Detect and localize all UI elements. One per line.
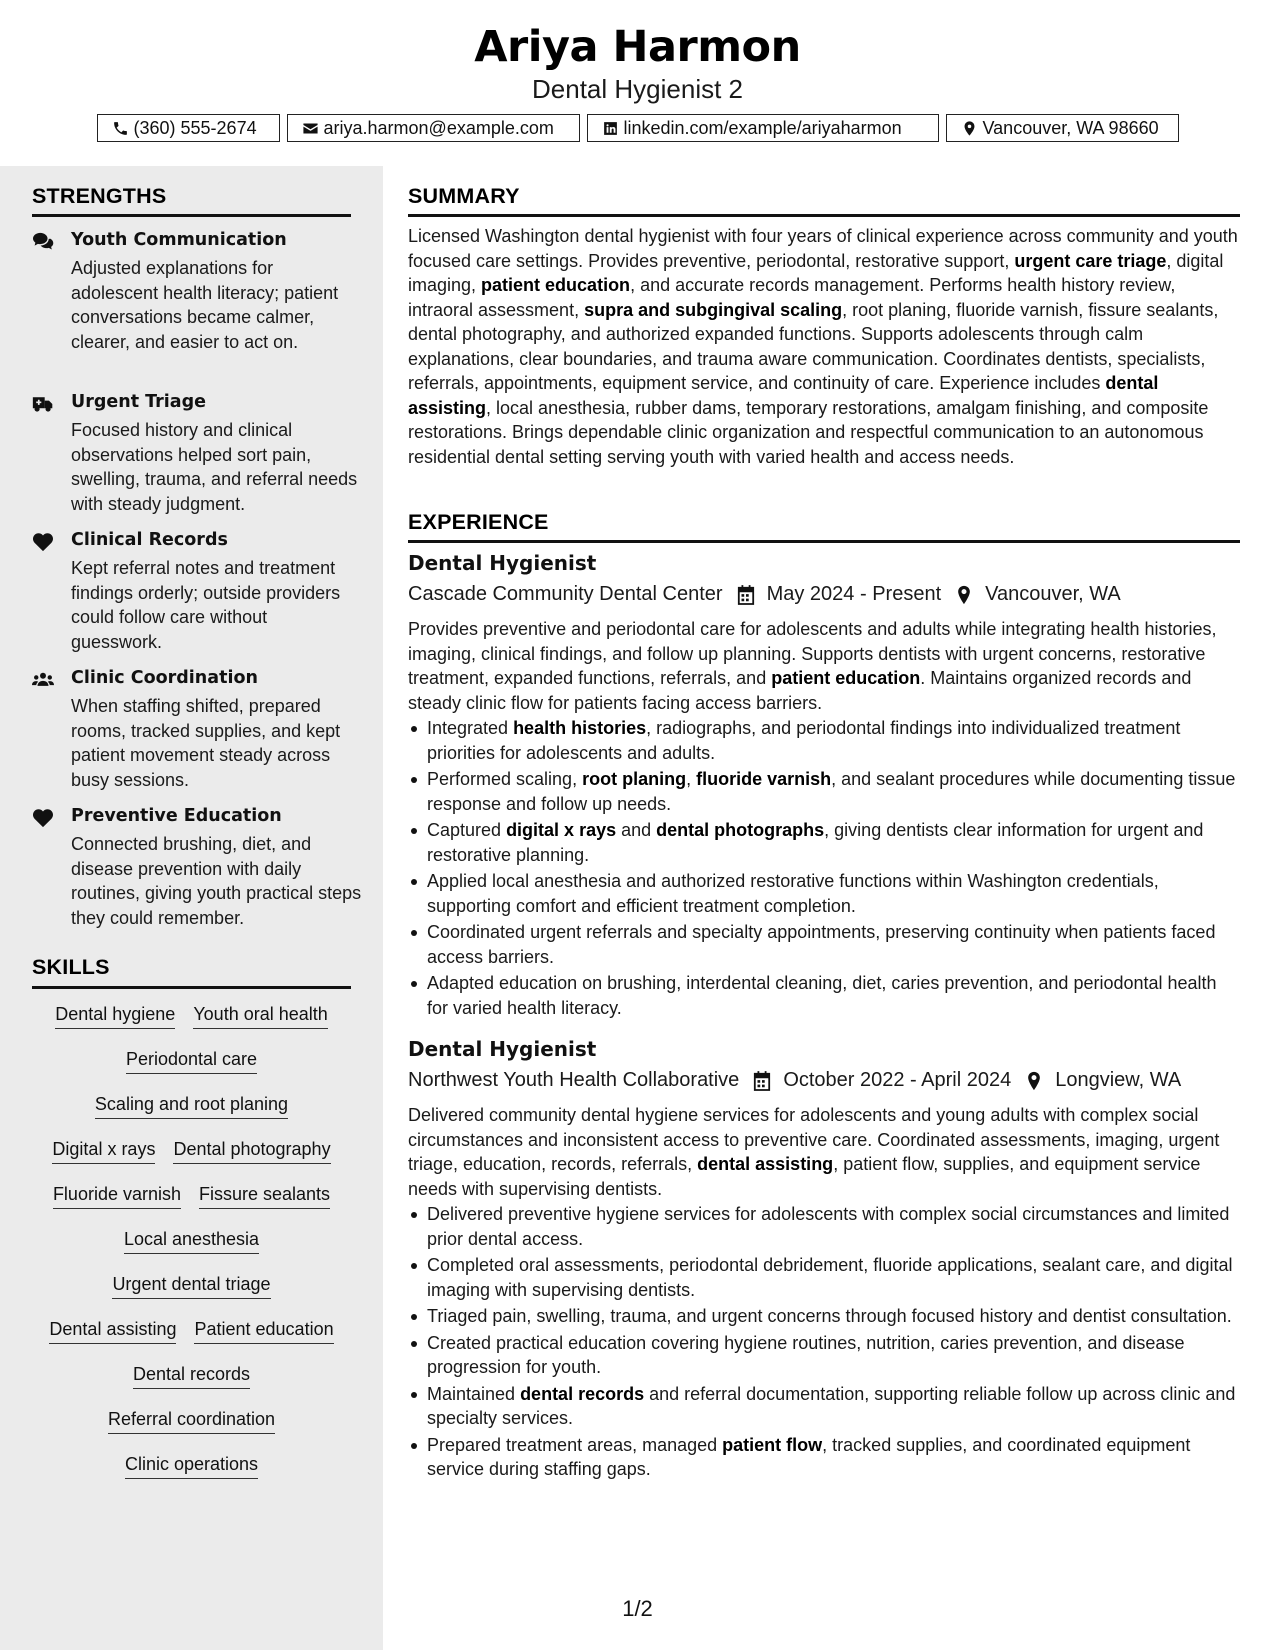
skill-tag: Dental assisting — [49, 1319, 176, 1344]
text-run: , tracked supplies, and coordinated equipment service during staffing gaps. — [427, 1434, 1191, 1479]
bullet-item — [408, 920, 1240, 969]
emphasis-text: dental records — [520, 1383, 645, 1404]
strengths-heading: STRENGTHS — [32, 184, 167, 208]
skill-tag: Urgent dental triage — [112, 1274, 270, 1299]
sidebar — [0, 166, 383, 1650]
text-run: Adapted education on brushing, interdental cleaning, diet, caries prevention, and periodontal health for varied health literacy. — [427, 973, 1217, 1018]
linkedin-text: linkedin.com/example/ariyaharmon — [623, 117, 902, 138]
location-text: Vancouver, WA 98660 — [982, 117, 1159, 138]
linkedin-contact[interactable] — [587, 114, 939, 142]
text-run: , local anesthesia, rubber dams, temporary restorations, amalgam finishing, and composite restorations. Brings dependable clinic organization and respectful communication to an autonomous residential dental setting serving youth with varied health and access needs. — [408, 397, 1209, 467]
text-run: Triaged pain, swelling, trauma, and urgent concerns through focused history and dentist consultation. — [427, 1306, 1232, 1326]
phone-contact[interactable] — [97, 114, 280, 142]
emphasis-text: patient education — [481, 275, 631, 295]
users-icon — [32, 670, 56, 690]
text-run: , and accurate records management. Performs health history review, intraoral assessment, — [408, 275, 1176, 320]
job-meta — [408, 1069, 1181, 1092]
job-dates: May 2024 - Present — [766, 583, 942, 605]
emphasis-text: fluoride varnish — [696, 769, 832, 789]
email-text: ariya.harmon@example.com — [323, 117, 554, 138]
job-location: Vancouver, WA — [985, 583, 1121, 605]
skills-row — [32, 1139, 351, 1164]
text-run: Provides preventive and periodontal care for adolescents and adults while integrating health histories, imaging, clinical findings, and follow up planning. Supports dentists with urgent concerns, restorative treatment, expanded functions, referrals, and — [408, 619, 1217, 688]
employer-name: Cascade Community Dental Center — [408, 583, 723, 605]
skills-row — [32, 1409, 351, 1434]
skills-row — [32, 1184, 351, 1209]
experience-divider — [408, 540, 1240, 543]
text-run: Delivered preventive hygiene services for adolescents with complex social circumstances and limited prior dental access. — [427, 1204, 1230, 1249]
strength-text: When staffing shifted, prepared rooms, tracked supplies, and kept patient movement steady across busy sessions. — [71, 696, 341, 790]
emphasis-text: urgent care triage — [1014, 250, 1167, 271]
skill-tag: Scaling and root planing — [95, 1094, 288, 1119]
experience-heading: EXPERIENCE — [408, 510, 549, 534]
skill-tag: Fluoride varnish — [53, 1184, 181, 1209]
bullet-item — [408, 971, 1240, 1020]
strength-title: Preventive Education — [71, 806, 282, 826]
skills-row — [32, 1364, 351, 1389]
phone-icon — [112, 120, 129, 137]
skills-heading: SKILLS — [32, 955, 110, 979]
comments-icon — [32, 232, 56, 252]
job-title: Dental Hygienist 2 — [532, 74, 743, 104]
strength-title: Clinic Coordination — [71, 668, 258, 688]
strength-text: Adjusted explanations for adolescent health literacy; patient conversations became calmer, clearer, and easier to act on. — [71, 258, 339, 352]
emphasis-text: patient flow — [722, 1434, 823, 1455]
email-contact[interactable] — [287, 114, 580, 142]
job-title: Dental Hygienist — [408, 551, 597, 575]
calendar-icon — [753, 1071, 771, 1091]
text-run: Licensed Washington dental hygienist with four years of clinical experience across community and youth focused care settings. Provides preventive, periodontal, restorative support, — [408, 226, 1238, 271]
text-run: , digital imaging, — [408, 250, 1224, 295]
skill-tag: Digital x rays — [52, 1139, 155, 1164]
bullet-item — [408, 1331, 1240, 1380]
text-run: , root planing, fluoride varnish, fissure sealants, dental photography, and authorized expanded functions. Supports adolescents through calm explanations, clear boundaries, and trauma aware communication. Coordinates dentists, specialists, referrals, appointments, equipment service, and continuity of care. Experience includes — [408, 299, 1219, 393]
skill-tag: Dental photography — [173, 1139, 330, 1164]
emphasis-text: root planing — [582, 769, 687, 789]
strength-text: Focused history and clinical observations helped sort pain, swelling, trauma, and referral needs with steady judgment. — [71, 420, 358, 514]
employer-name: Northwest Youth Health Collaborative — [408, 1069, 740, 1091]
heart-icon — [32, 808, 56, 828]
heart-icon — [32, 532, 56, 552]
skills-divider — [32, 986, 351, 989]
page-number: 1/2 — [622, 1596, 653, 1621]
summary-divider — [408, 214, 1240, 217]
skill-tag: Clinic operations — [125, 1454, 258, 1479]
skills-row — [32, 1274, 351, 1299]
skills-row — [32, 1229, 351, 1254]
strength-text: Kept referral notes and treatment findings orderly; outside providers could follow care without guesswork. — [71, 558, 341, 652]
text-run: , — [686, 769, 697, 789]
bullet-item — [408, 818, 1240, 867]
text-run: , giving dentists clear information for urgent and restorative planning. — [427, 820, 1204, 865]
job-location: Longview, WA — [1055, 1069, 1182, 1091]
skills-row — [32, 1004, 351, 1029]
emphasis-text: supra and subgingival scaling — [584, 299, 843, 320]
job-bullets — [408, 716, 1240, 1022]
emphasis-text: dental assisting — [408, 373, 1159, 418]
bullet-item — [408, 1382, 1240, 1431]
skills-row — [32, 1094, 351, 1119]
strength-title: Urgent Triage — [71, 392, 207, 412]
text-run: Maintained — [427, 1383, 521, 1404]
phone-text: (360) 555-2674 — [133, 117, 257, 138]
bullet-item — [408, 767, 1240, 816]
skill-tag: Patient education — [194, 1319, 333, 1344]
text-run: Completed oral assessments, periodontal debridement, fluoride applications, sealant care, and digital imaging with supervising dentists. — [427, 1255, 1233, 1300]
calendar-icon — [737, 585, 755, 605]
linkedin-icon — [602, 120, 619, 137]
envelope-icon — [302, 120, 319, 137]
job-summary — [408, 1103, 1240, 1201]
skill-tag: Dental records — [133, 1364, 250, 1389]
text-run: Prepared treatment areas, managed — [427, 1434, 723, 1455]
bullet-item — [408, 1253, 1240, 1302]
text-run: Created practical education covering hygiene routines, nutrition, caries prevention, and disease progression for youth. — [427, 1332, 1185, 1377]
text-run: Coordinated urgent referrals and specialty appointments, preserving continuity when patients faced access barriers. — [427, 922, 1216, 967]
strength-title: Youth Communication — [71, 230, 287, 250]
strength-text: Connected brushing, diet, and disease prevention with daily routines, giving youth practical steps they could remember. — [71, 834, 362, 928]
map-marker-icon — [1025, 1071, 1043, 1091]
job-dates: October 2022 - April 2024 — [783, 1069, 1012, 1091]
emphasis-text: dental assisting — [697, 1154, 834, 1174]
skill-tag: Dental hygiene — [55, 1004, 175, 1029]
summary-heading: SUMMARY — [408, 184, 520, 208]
skills-row — [32, 1454, 351, 1479]
strength-title: Clinical Records — [71, 530, 228, 550]
text-run: , radiographs, and periodontal findings into individualized treatment priorities for adolescents and adults. — [427, 718, 1181, 763]
text-run: Applied local anesthesia and authorized restorative functions within Washington credentials, supporting comfort and efficient treatment completion. — [427, 871, 1159, 916]
text-run: Performed scaling, — [427, 769, 583, 789]
text-run: , patient flow, supplies, and equipment service needs with supervising dentists. — [408, 1154, 1201, 1199]
emphasis-text: health histories — [513, 718, 647, 738]
map-marker-icon — [961, 120, 978, 137]
contact-bar — [0, 114, 1275, 142]
job-bullets — [408, 1202, 1240, 1484]
text-run: and — [616, 820, 657, 840]
skill-tag: Local anesthesia — [124, 1229, 259, 1254]
job-title: Dental Hygienist — [408, 1037, 597, 1061]
bullet-item — [408, 1304, 1240, 1329]
skills-row — [32, 1319, 351, 1344]
job-summary — [408, 617, 1240, 715]
strengths-divider — [32, 214, 351, 217]
emphasis-text: digital x rays — [506, 820, 617, 840]
ambulance-icon — [32, 394, 56, 414]
text-run: and referral documentation, supporting reliable follow up across clinic and specialty services. — [427, 1383, 1236, 1428]
text-run: Captured — [427, 820, 507, 840]
candidate-name: Ariya Harmon — [474, 22, 801, 72]
skills-row — [32, 1049, 351, 1074]
bullet-item — [408, 869, 1240, 918]
location-contact — [946, 114, 1179, 142]
skill-tag: Fissure sealants — [199, 1184, 330, 1209]
job-meta — [408, 583, 1121, 606]
skill-tag: Youth oral health — [193, 1004, 327, 1029]
emphasis-text: dental photographs — [656, 820, 825, 840]
bullet-item — [408, 1433, 1240, 1482]
text-run: , and sealant procedures while documenting tissue response and follow up needs. — [427, 769, 1236, 814]
map-marker-icon — [955, 585, 973, 605]
skill-tag: Periodontal care — [126, 1049, 257, 1074]
emphasis-text: patient education — [771, 668, 921, 688]
text-run: . Maintains organized records and steady clinic flow for patients facing access barriers. — [408, 668, 1192, 713]
skill-tag: Referral coordination — [108, 1409, 275, 1434]
bullet-item — [408, 1202, 1240, 1251]
text-run: Delivered community dental hygiene services for adolescents and young adults with complex social circumstances and inconsistent access to preventive care. Coordinated assessments, imaging, urgent triage, education, records, referrals, — [408, 1105, 1220, 1174]
text-run: Integrated — [427, 718, 514, 738]
bullet-item — [408, 716, 1240, 765]
summary-text — [408, 224, 1240, 469]
